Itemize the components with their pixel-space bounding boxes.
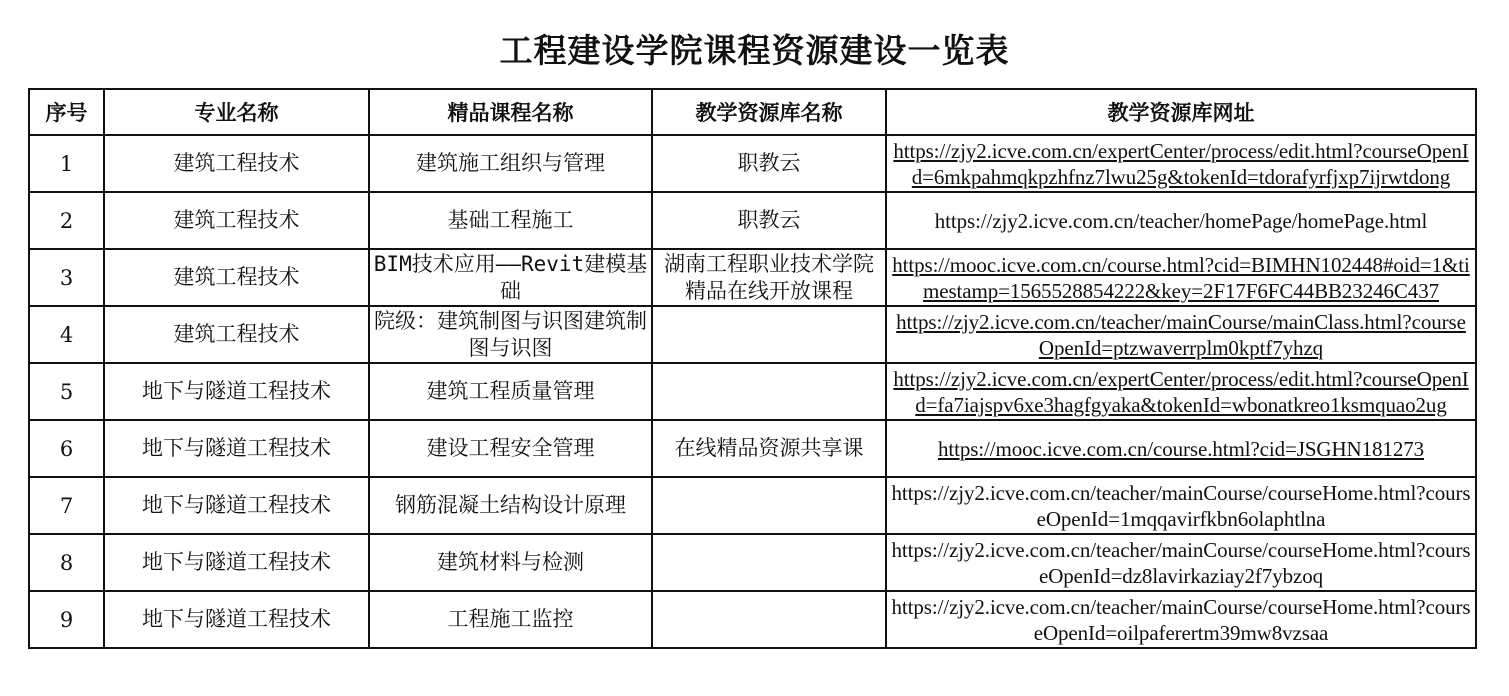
table-row [29, 363, 1476, 420]
course-name: 钢筋混凝土结构设计原理 [369, 477, 652, 534]
row-index: 8 [29, 534, 104, 591]
header-index: 序号 [29, 89, 104, 135]
course-resource-table [28, 88, 1477, 649]
table-row [29, 306, 1476, 363]
library-name: 职教云 [652, 135, 886, 192]
resource-url-text: https://zjy2.icve.com.cn/teacher/homePage/homePage.html [934, 208, 1428, 233]
resource-url-cell [886, 420, 1476, 477]
header-url: 教学资源库网址 [886, 89, 1476, 135]
resource-url-cell [886, 135, 1476, 192]
table-row [29, 135, 1476, 192]
row-index: 3 [29, 249, 104, 306]
resource-url-cell [886, 363, 1476, 420]
resource-url-link[interactable]: https://mooc.icve.com.cn/course.html?cid=JSGHN181273 [937, 436, 1425, 461]
table-row [29, 420, 1476, 477]
course-name: 建筑工程质量管理 [369, 363, 652, 420]
major-name: 地下与隧道工程技术 [104, 420, 369, 477]
library-name: 职教云 [652, 192, 886, 249]
row-index: 5 [29, 363, 104, 420]
resource-url-text: https://zjy2.icve.com.cn/teacher/mainCourse/courseHome.html?courseOpenId=1mqqavirfkbn6olaphtlna [891, 480, 1471, 531]
major-name: 建筑工程技术 [104, 135, 369, 192]
row-index: 4 [29, 306, 104, 363]
table-row [29, 534, 1476, 591]
library-name [652, 534, 886, 591]
table-body [29, 135, 1476, 648]
resource-url-link[interactable]: https://mooc.icve.com.cn/course.html?cid=BIMHN102448#oid=1&timestamp=1565528854222&key=2F17F6FC44BB23246C437 [892, 252, 1470, 303]
library-name: 在线精品资源共享课 [652, 420, 886, 477]
resource-url-cell [886, 249, 1476, 306]
resource-url-cell [886, 192, 1476, 249]
library-name [652, 306, 886, 363]
library-name [652, 363, 886, 420]
major-name: 建筑工程技术 [104, 306, 369, 363]
major-name: 地下与隧道工程技术 [104, 534, 369, 591]
course-name: BIM技术应用——Revit建模基础 [369, 249, 652, 306]
row-index: 6 [29, 420, 104, 477]
row-index: 9 [29, 591, 104, 648]
resource-url-cell [886, 534, 1476, 591]
resource-url-link[interactable]: https://zjy2.icve.com.cn/expertCenter/process/edit.html?courseOpenId=fa7iajspv6xe3hagfgyaka&tokenId=wbonatkreo1ksmquao2ug [893, 366, 1469, 417]
course-name: 工程施工监控 [369, 591, 652, 648]
header-library: 教学资源库名称 [652, 89, 886, 135]
course-name: 建筑材料与检测 [369, 534, 652, 591]
row-index: 2 [29, 192, 104, 249]
major-name: 地下与隧道工程技术 [104, 477, 369, 534]
resource-url-cell [886, 477, 1476, 534]
course-name: 基础工程施工 [369, 192, 652, 249]
row-index: 7 [29, 477, 104, 534]
course-name: 建设工程安全管理 [369, 420, 652, 477]
major-name: 地下与隧道工程技术 [104, 363, 369, 420]
table-row [29, 249, 1476, 306]
resource-url-cell [886, 591, 1476, 648]
course-name: 院级：建筑制图与识图建筑制图与识图 [369, 306, 652, 363]
resource-url-cell [886, 306, 1476, 363]
resource-url-link[interactable]: https://zjy2.icve.com.cn/teacher/mainCourse/mainClass.html?courseOpenId=ptzwaverrplm0kptf7yhzq [896, 309, 1466, 360]
resource-url-text: https://zjy2.icve.com.cn/teacher/mainCourse/courseHome.html?courseOpenId=dz8lavirkaziay2f7ybzoq [891, 537, 1471, 588]
library-name: 湖南工程职业技术学院精品在线开放课程 [652, 249, 886, 306]
header-major: 专业名称 [104, 89, 369, 135]
header-course: 精品课程名称 [369, 89, 652, 135]
major-name: 地下与隧道工程技术 [104, 591, 369, 648]
row-index: 1 [29, 135, 104, 192]
library-name [652, 591, 886, 648]
table-header-row [29, 89, 1476, 135]
table-row [29, 192, 1476, 249]
table-row [29, 591, 1476, 648]
major-name: 建筑工程技术 [104, 192, 369, 249]
table-row [29, 477, 1476, 534]
resource-url-text: https://zjy2.icve.com.cn/teacher/mainCourse/courseHome.html?courseOpenId=oilpaferertm39mw8vzsaa [891, 594, 1471, 645]
library-name [652, 477, 886, 534]
page-title: 工程建设学院课程资源建设一览表 [499, 31, 1010, 70]
major-name: 建筑工程技术 [104, 249, 369, 306]
course-name: 建筑施工组织与管理 [369, 135, 652, 192]
resource-url-link[interactable]: https://zjy2.icve.com.cn/expertCenter/process/edit.html?courseOpenId=6mkpahmqkpzhfnz7lwu25g&tokenId=tdorafyrfjxp7ijrwtdong [893, 138, 1469, 189]
